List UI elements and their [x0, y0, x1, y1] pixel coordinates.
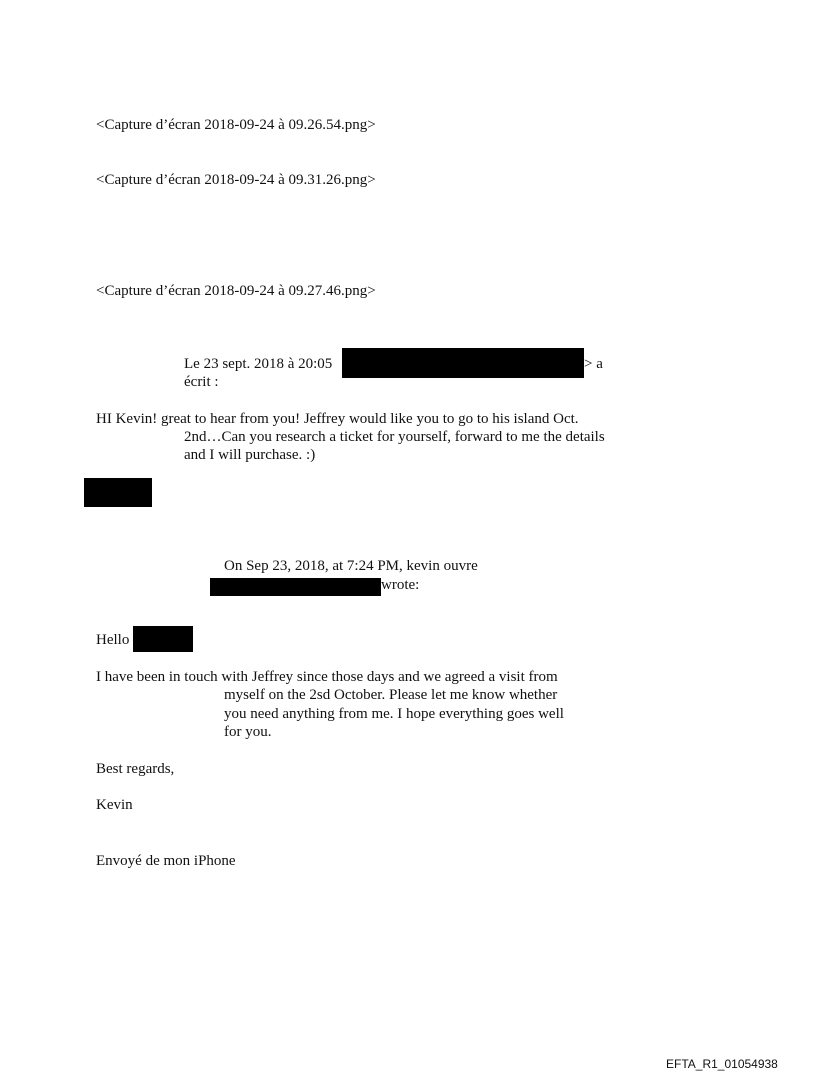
redaction-block-sender-name: [84, 478, 152, 507]
attachment-line-3: <Capture d’écran 2018-09-24 à 09.27.46.png>: [96, 283, 376, 299]
redaction-block-email-2: [210, 578, 381, 596]
message-body-line-4: for you.: [224, 724, 272, 740]
sent-from: Envoyé de mon iPhone: [96, 853, 236, 869]
reply-header-line-1-suffix: > a: [584, 356, 603, 372]
quoted-header-line-1: On Sep 23, 2018, at 7:24 PM, kevin ouvre: [224, 558, 478, 574]
message-body-line-1: I have been in touch with Jeffrey since those days and we agreed a visit from: [96, 669, 558, 685]
redaction-block-recipient-name: [133, 626, 193, 652]
reply-body-line-3: and I will purchase. :): [184, 447, 316, 463]
greeting: Hello: [96, 632, 130, 648]
attachment-line-1: <Capture d’écran 2018-09-24 à 09.26.54.png>: [96, 117, 376, 133]
attachment-line-2: <Capture d’écran 2018-09-24 à 09.31.26.png>: [96, 172, 376, 188]
reply-body-line-2: 2nd…Can you research a ticket for yourself, forward to me the details: [184, 429, 605, 445]
redaction-block-email-1: [342, 348, 584, 378]
reply-body-line-1: HI Kevin! great to hear from you! Jeffrey would like you to go to his island Oct.: [96, 411, 579, 427]
footer-document-id: EFTA_R1_01054938: [666, 1057, 778, 1071]
closing: Best regards,: [96, 761, 175, 777]
reply-header-line-1: Le 23 sept. 2018 à 20:05: [184, 356, 333, 372]
message-body-line-2: myself on the 2sd October. Please let me know whether: [224, 687, 558, 703]
message-body-line-3: you need anything from me. I hope everything goes well: [224, 706, 564, 722]
quoted-header-line-2-suffix: wrote:: [381, 577, 420, 593]
signature: Kevin: [96, 797, 133, 813]
reply-header-line-2: écrit :: [184, 374, 219, 390]
